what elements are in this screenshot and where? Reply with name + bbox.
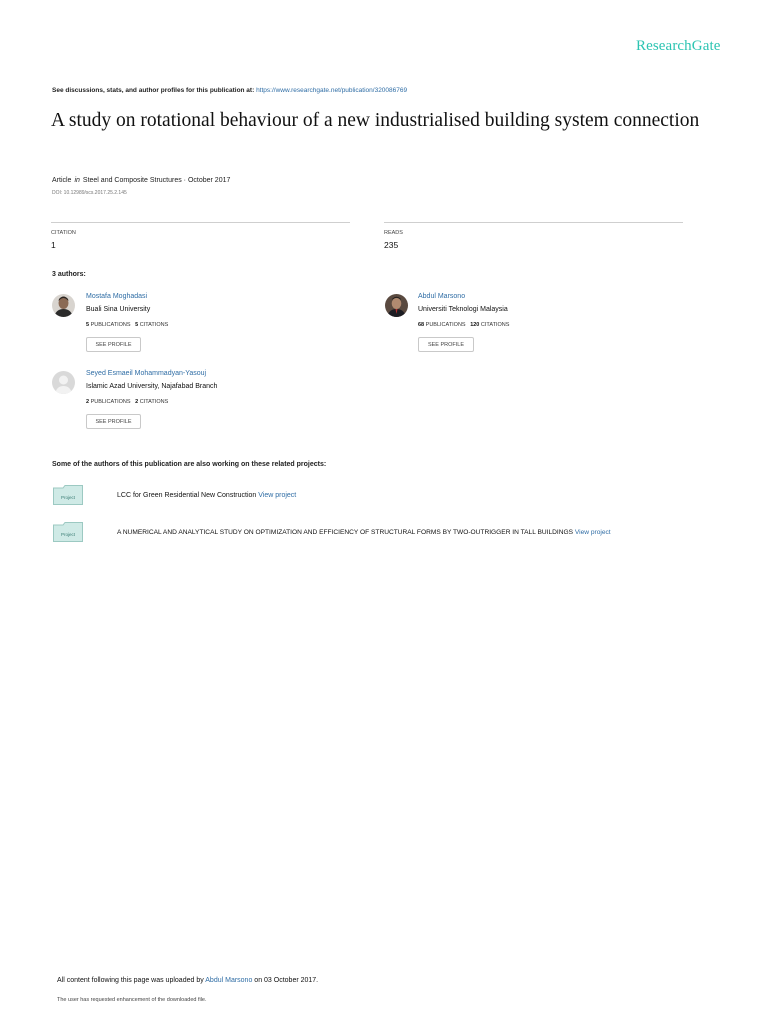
see-profile-button[interactable]: SEE PROFILE [86,337,141,352]
upload-prefix: All content following this page was uploaded by [57,977,206,984]
publication-url-link[interactable]: https://www.researchgate.net/publication/320086769 [256,87,408,94]
author-avatar-placeholder-icon[interactable] [52,371,75,394]
author-avatar-mostafa[interactable] [52,294,75,317]
project-item [117,529,611,536]
project-title: LCC for Green Residential New Construction [117,492,259,499]
discussion-line [52,87,407,94]
author-stats: 2 PUBLICATIONS 2 CITATIONS [86,399,169,405]
article-in: in [74,177,80,184]
article-type: Article [52,177,72,184]
uploader-link[interactable]: Abdul Marsono [205,977,253,984]
view-project-link[interactable]: View project [258,492,297,499]
project-title: A NUMERICAL AND ANALYTICAL STUDY ON OPTIMIZATION AND EFFICIENCY OF STRUCTURAL FORMS BY TWO-OUTRIGGER IN TALL BUILDINGS [117,529,575,536]
paper-title: A study on rotational behaviour of a new industrialised building system connection [51,110,700,131]
researchgate-logo[interactable]: ResearchGate [636,38,721,54]
authors-heading: 3 authors: [52,271,86,278]
author-institution: Universiti Teknologi Malaysia [418,306,508,313]
reads-divider [384,222,683,223]
discussion-text: See discussions, stats, and author profiles for this publication at: [52,87,257,94]
citation-count: 1 [51,240,56,250]
author-institution: Buali Sina University [86,306,151,313]
view-project-link[interactable]: View project [574,529,611,536]
citation-label: CITATION [51,230,76,236]
svg-text:Project: Project [60,495,76,500]
author-institution: Islamic Azad University, Najafabad Branch [86,383,218,390]
see-profile-button[interactable]: SEE PROFILE [418,337,474,352]
project-item [117,492,296,499]
enhancement-note: The user has requested enhancement of the downloaded file. [57,997,207,1003]
doi: DOI: 10.12989/scs.2017.25.2.145 [52,190,127,196]
svg-text:Project: Project [60,532,76,537]
reads-count: 235 [384,240,399,250]
author-name-link[interactable]: Seyed Esmaeil Mohammadyan-Yasouj [86,370,207,377]
reads-label: READS [384,230,403,236]
related-projects-heading: Some of the authors of this publication are also working on these related projects: [52,461,327,468]
author-name-link[interactable]: Mostafa Moghadasi [86,293,148,300]
publication-date: · October 2017 [181,177,231,184]
article-meta [52,177,230,184]
author-avatar-abdul[interactable] [385,294,408,317]
journal-name: Steel and Composite Structures [82,177,182,184]
author-name-link[interactable]: Abdul Marsono [418,293,466,300]
upload-suffix: on 03 October 2017. [252,977,319,984]
citation-divider [51,222,350,223]
project-folder-icon [53,485,83,505]
upload-notice [57,977,318,984]
project-folder-icon [53,522,83,542]
author-stats: 5 PUBLICATIONS 5 CITATIONS [86,322,169,328]
author-stats: 68 PUBLICATIONS 120 CITATIONS [418,322,510,328]
see-profile-button[interactable]: SEE PROFILE [86,414,141,429]
